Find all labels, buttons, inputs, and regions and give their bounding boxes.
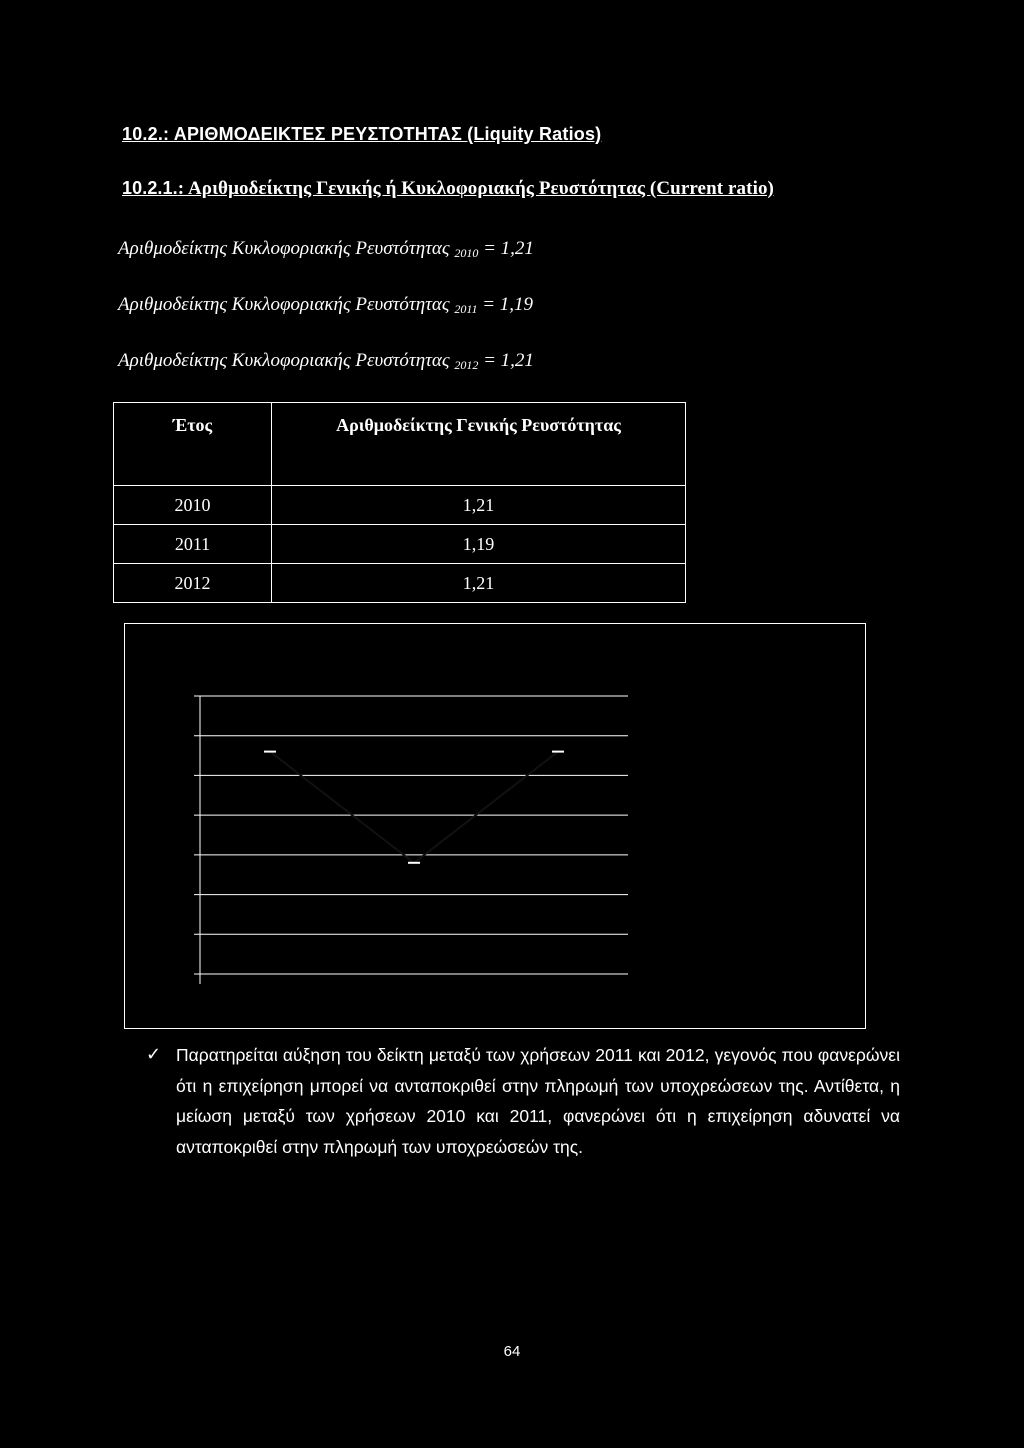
table-row bbox=[114, 525, 686, 564]
series-line bbox=[270, 752, 558, 863]
subsection-number: 10.2.1. bbox=[122, 178, 178, 198]
table-cell-year: 2010 bbox=[114, 486, 272, 525]
table-cell-value: 1,21 bbox=[272, 564, 686, 603]
data-point bbox=[408, 862, 420, 864]
formula-value: = 1,21 bbox=[483, 350, 534, 371]
formula-line-2011 bbox=[118, 294, 533, 317]
formula-label: Αριθμοδείκτης Κυκλοφοριακής Ρευστότητας bbox=[118, 294, 450, 315]
line-chart bbox=[125, 624, 867, 1030]
formula-value: = 1,19 bbox=[482, 294, 534, 315]
formula-label: Αριθμοδείκτης Κυκλοφοριακής Ρευστότητας bbox=[118, 238, 450, 259]
page-number: 64 bbox=[503, 1343, 521, 1360]
table-cell-year: 2011 bbox=[114, 525, 272, 564]
table-header-ratio: Αριθμοδείκτης Γενικής Ρευστότητας bbox=[272, 403, 686, 486]
table-row bbox=[114, 486, 686, 525]
table-cell-value: 1,19 bbox=[272, 525, 686, 564]
subsection-title: : Αριθμοδείκτης Γενικής ή Κυκλοφοριακής Ρευστότητας (Current ratio) bbox=[177, 178, 774, 199]
section-heading: 10.2.: ΑΡΙΘΜΟΔΕΙΚΤΕΣ ΡΕΥΣΤΟΤΗΤΑΣ (Liquity Ratios) bbox=[122, 124, 602, 144]
table-row bbox=[114, 564, 686, 603]
chart-area bbox=[124, 623, 866, 1029]
formula-year: 2011 bbox=[454, 302, 478, 316]
formula-line-2010 bbox=[118, 238, 534, 261]
formula-line-2012 bbox=[118, 350, 534, 373]
data-point bbox=[552, 751, 564, 753]
table-cell-value: 1,21 bbox=[272, 486, 686, 525]
formula-year: 2010 bbox=[454, 246, 479, 260]
table-header-row bbox=[114, 403, 686, 486]
formula-year: 2012 bbox=[454, 358, 479, 372]
table-cell-year: 2012 bbox=[114, 564, 272, 603]
table-header-year: Έτος bbox=[114, 403, 272, 486]
formula-label: Αριθμοδείκτης Κυκλοφοριακής Ρευστότητας bbox=[118, 350, 450, 371]
commentary-paragraph: Παρατηρείται αύξηση του δείκτη μεταξύ των χρήσεων 2011 και 2012, γεγονός που φανερώνει ότι η επιχείρηση μπορεί να ανταποκριθεί στην πληρωμή των υποχρεώσεων της. Αντίθετα, η μείωση μεταξύ των χρήσεων 2010 και 2011, φανερώνει ότι η επιχείρηση αδυνατεί να ανταποκριθεί στην πληρωμή των υποχρεώσεών της. bbox=[176, 1045, 900, 1157]
ratio-table bbox=[113, 402, 686, 603]
subsection-heading bbox=[122, 178, 774, 200]
data-point bbox=[264, 751, 276, 753]
formula-value: = 1,21 bbox=[483, 238, 534, 259]
checkmark-icon: ✓ bbox=[146, 1044, 162, 1065]
